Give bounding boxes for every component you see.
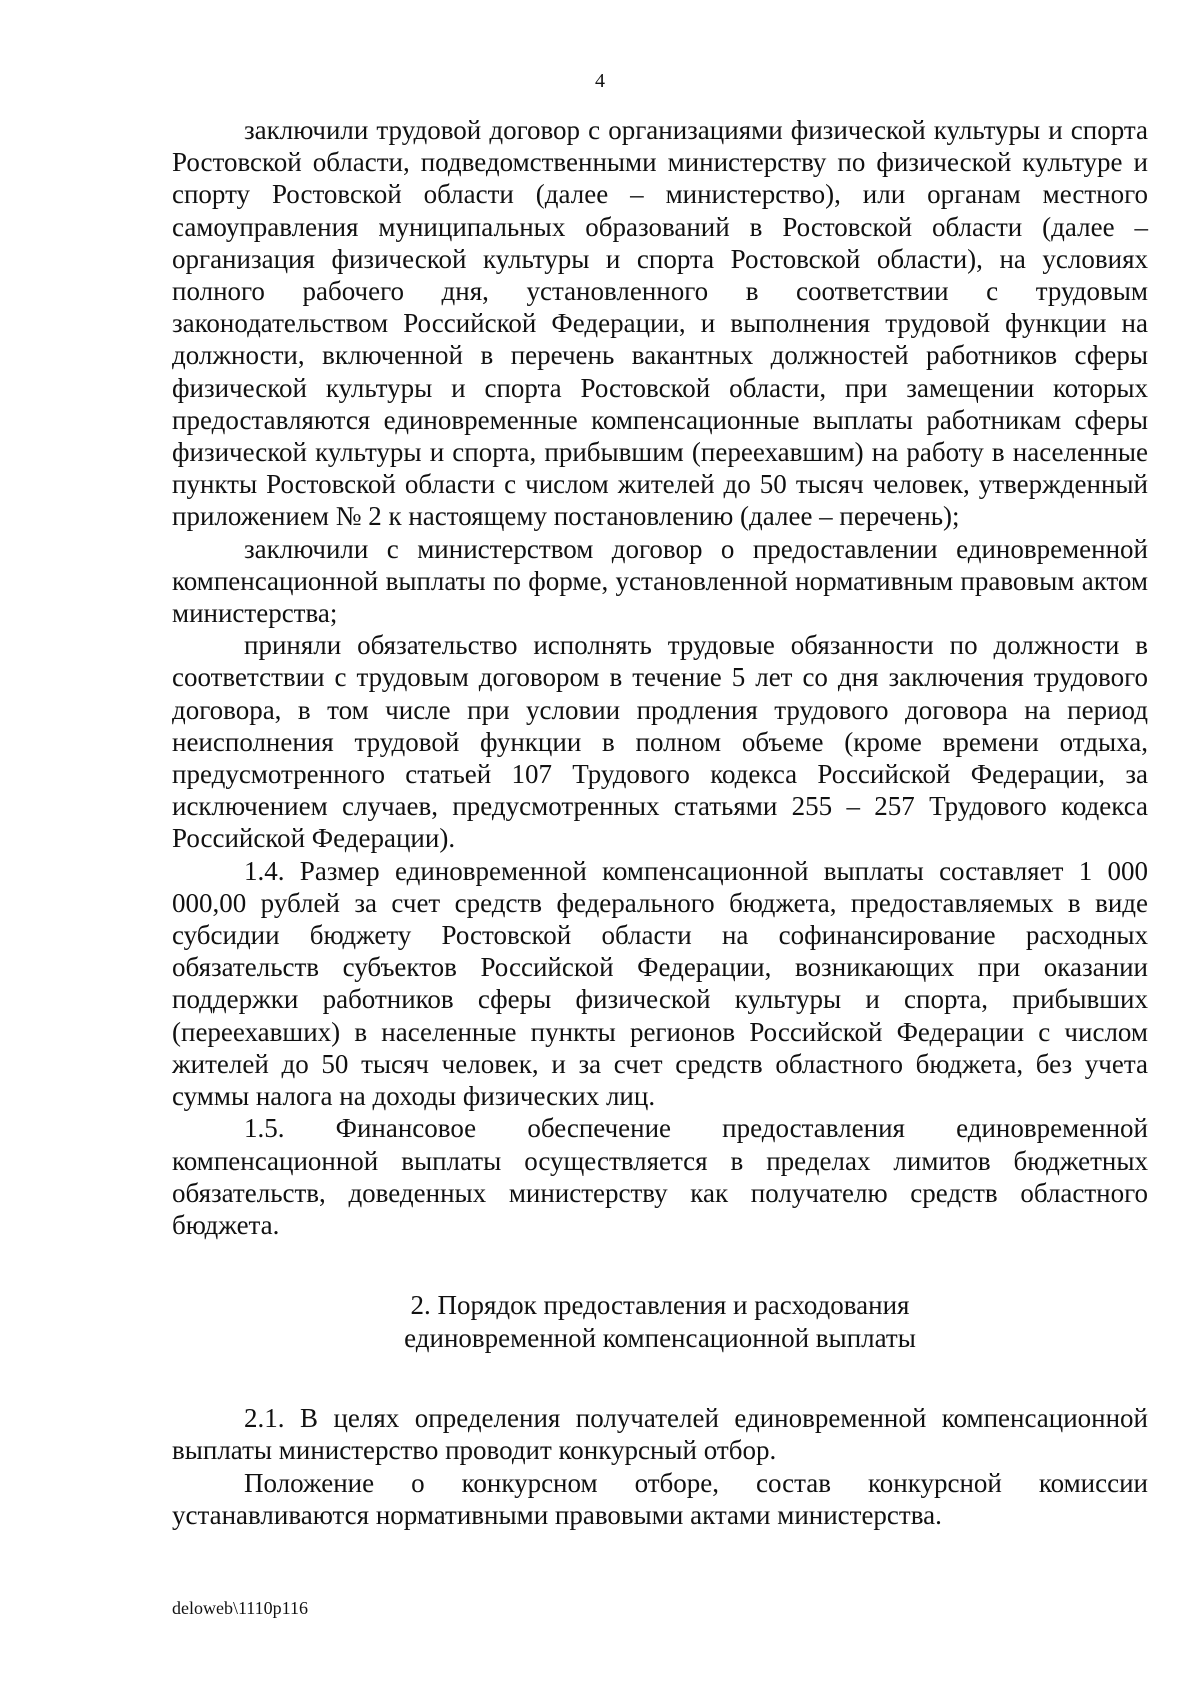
document-body <box>172 114 1148 1531</box>
paragraph-2-1-selection: 2.1. В целях определения получателей единовременной компенсационной выплаты министерство проводит конкурсный отбор. <box>172 1403 1148 1466</box>
paragraph-selection-regulation: Положение о конкурсном отборе, состав конкурсной комиссии устанавливаются нормативными правовыми актами министерства. <box>172 1467 1148 1530</box>
footer-document-code: deloweb\1110p116 <box>172 1598 308 1618</box>
section-2-heading-line-2: единовременной компенсационной выплаты <box>404 1322 916 1353</box>
paragraph-labor-obligation: приняли обязательство исполнять трудовые обязанности по должности в соответствии с трудовым договором в течение 5 лет со дня заключения трудового договора, в том числе при условии продления трудового договора на период неисполнения трудовой функции в полном объеме (кроме времени отдыха, предусмотренного статьей 107 Трудового кодекса Российской Федерации, за исключением случаев, предусмотренных статьями 255 – 257 Трудового кодекса Российской Федерации). <box>172 630 1148 854</box>
paragraph-1-5-financing: 1.5. Финансовое обеспечение предоставления единовременной компенсационной выплаты осуществляется в пределах лимитов бюджетных обязательств, доведенных министерству как получателю средств областного бюджета. <box>172 1113 1148 1240</box>
paragraph-ministry-agreement: заключили с министерством договор о предоставлении единовременной компенсационной выплаты по форме, установленной нормативным правовым актом министерства; <box>172 533 1148 629</box>
page-number: 4 <box>595 70 605 92</box>
section-2-heading <box>172 1289 1148 1354</box>
section-2-heading-line-1: 2. Порядок предоставления и расходования <box>410 1290 910 1321</box>
paragraph-employment-contract: заключили трудовой договор с организациями физической культуры и спорта Ростовской области, подведомственными министерству по физической культуре и спорту Ростовской области (далее – министерство), или органам местного самоуправления муниципальных образований в Ростовской области (далее – организация физической культуры и спорта Ростовской области), на условиях полного рабочего дня, установленного в соответствии с трудовым законодательством Российской Федерации, и выполнения трудовой функции на должности, включенной в перечень вакантных должностей работников сферы физической культуры и спорта Ростовской области, при замещении которых предоставляются единовременные компенсационные выплаты работникам сферы физической культуры и спорта, прибывшим (переехавшим) на работу в населенные пункты Ростовской области с числом жителей до 50 тысяч человек, утвержденный приложением № 2 к настоящему постановлению (далее – перечень); <box>172 115 1148 532</box>
paragraph-1-4-payment-amount: 1.4. Размер единовременной компенсационной выплаты составляет 1 000 000,00 рублей за счет средств федерального бюджета, предоставляемых в виде субсидии бюджету Ростовской области на софинансирование расходных обязательств субъектов Российской Федерации, возникающих при оказании поддержки работников сферы физической культуры и спорта, прибывших (переехавших) в населенные пункты регионов Российской Федерации с числом жителей до 50 тысяч человек, и за счет средств областного бюджета, без учета суммы налога на доходы физических лиц. <box>172 855 1148 1112</box>
